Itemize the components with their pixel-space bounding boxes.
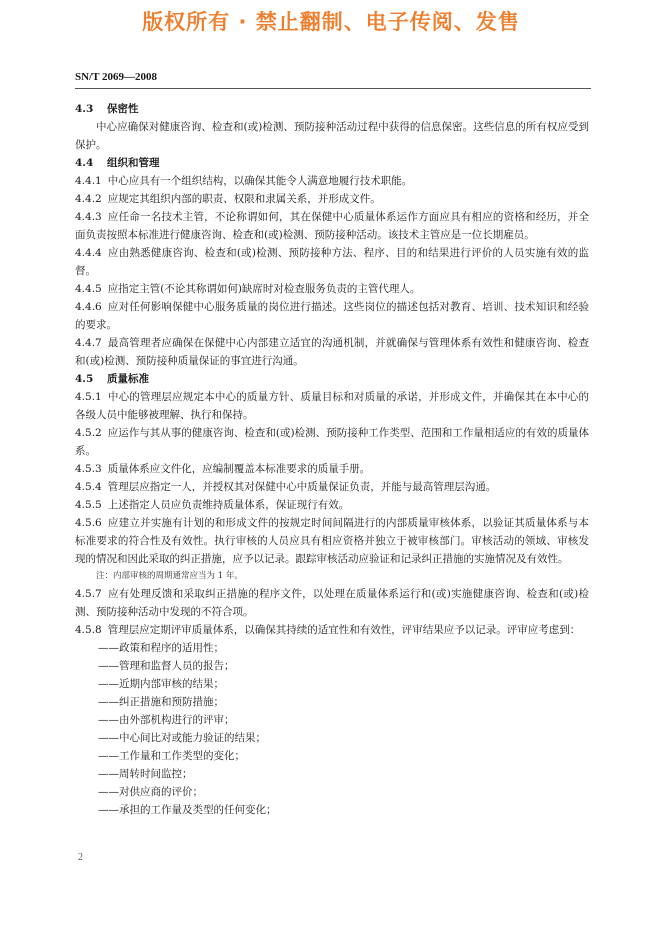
copyright-banner: 版权所有 · 禁止翻制、电子传阅、发售 xyxy=(142,10,520,34)
review-item: ——管理和监督人员的报告； xyxy=(98,660,235,672)
clause-paragraph xyxy=(75,585,589,621)
clause-number: 4.4.4 xyxy=(75,247,102,259)
clause-text: 管理层应定期评审质量体系，以确保其持续的适宜性和有效性，评审结果应予以记录。评审应考虑到： xyxy=(107,624,581,636)
clause-number: 4.4.2 xyxy=(75,193,102,205)
clause-paragraph xyxy=(75,621,589,639)
clause-paragraph xyxy=(75,478,589,496)
section-heading-4-4: 4.4 组织和管理 xyxy=(75,157,160,169)
note-4-5-6: 注：内部审核的周期通常应当为 1 年。 xyxy=(96,571,243,581)
clauses-4-4 xyxy=(75,172,589,370)
clause-text: 最高管理者应确保在保健中心内部建立适宜的沟通机制，并就确保与管理体系有效性和健康咨询、检查和(或)检测、预防接种质量保证的事宜进行沟通。 xyxy=(75,337,589,367)
clause-number: 4.5.1 xyxy=(75,391,102,403)
review-item-list xyxy=(75,639,589,819)
clause-paragraph xyxy=(75,244,589,280)
review-item: ——纠正措施和预防措施； xyxy=(98,696,224,708)
review-item: ——工作量和工作类型的变化； xyxy=(98,750,245,762)
clause-paragraph xyxy=(75,496,589,514)
clause-text: 中心的管理层应规定本中心的质量方针、质量目标和对质量的承诺，并形成文件，并确保其在本中心的各级人员中能够被理解、执行和保持。 xyxy=(75,391,589,421)
paragraph-4-3: 中心应确保对健康咨询、检查和(或)检测、预防接种活动过程中获得的信息保密。这些信息的所有权应受到保护。 xyxy=(75,121,589,151)
review-item: ——对供应商的评价； xyxy=(98,786,203,798)
review-item: ——政策和程序的适用性； xyxy=(98,642,224,654)
clause-text: 管理层应指定一人，并授权其对保健中心中质量保证负责，并能与最高管理层沟通。 xyxy=(107,481,497,493)
clause-text: 质量体系应文件化，应编制覆盖本标准要求的质量手册。 xyxy=(107,463,371,475)
clause-number: 4.5.6 xyxy=(75,517,102,529)
clauses-4-5-b xyxy=(75,585,589,639)
document-code: SN/T 2069—2008 xyxy=(75,71,158,83)
clause-number: 4.4.5 xyxy=(75,283,102,295)
review-item: ——由外部机构进行的评审； xyxy=(98,714,235,726)
clause-paragraph xyxy=(75,424,589,460)
clause-text: 应有处理反馈和采取纠正措施的程序文件，以处理在质量体系运行和(或)实施健康咨询、检查和(或)检测、预防接种活动中发现的不符合项。 xyxy=(75,588,589,618)
clause-number: 4.4.7 xyxy=(75,337,102,349)
clause-number: 4.5.4 xyxy=(75,481,102,493)
review-item: ——中心间比对或能力验证的结果； xyxy=(98,732,266,744)
clause-text: 应由熟悉健康咨询、检查和(或)检测、预防接种方法、程序、目的和结果进行评价的人员实施有效的监督。 xyxy=(75,247,589,277)
review-item: ——周转时间监控； xyxy=(98,768,193,780)
clause-number: 4.5.8 xyxy=(75,624,102,636)
review-item: ——近期内部审核的结果； xyxy=(98,678,224,690)
clause-paragraph xyxy=(75,208,589,244)
clause-text: 上述指定人员应负责维持质量体系，保证现行有效。 xyxy=(107,499,350,511)
clause-text: 应对任何影响保健中心服务质量的岗位进行描述。这些岗位的描述包括对教育、培训、技术知识和经验的要求。 xyxy=(75,301,589,331)
clause-text: 应规定其组织内部的职责、权限和隶属关系，并形成文件。 xyxy=(107,193,381,205)
clause-number: 4.4.1 xyxy=(75,175,102,187)
clause-paragraph xyxy=(75,460,589,478)
review-item: ——承担的工作量及类型的任何变化； xyxy=(98,804,277,816)
clause-paragraph xyxy=(75,388,589,424)
clause-paragraph xyxy=(75,190,589,208)
clause-paragraph xyxy=(75,334,589,370)
clause-number: 4.4.6 xyxy=(75,301,102,313)
section-heading-4-3: 4.3 保密性 xyxy=(75,103,139,115)
page-number: 2 xyxy=(78,852,83,863)
clauses-4-5 xyxy=(75,388,589,568)
clause-number: 4.5.2 xyxy=(75,427,102,439)
document-body xyxy=(75,100,589,819)
header-rule xyxy=(75,88,591,89)
clause-paragraph xyxy=(75,172,589,190)
clause-text: 应建立并实施有计划的和形成文件的按规定时间间隔进行的内部质量审核体系，以验证其质量体系与本标准要求的符合性及有效性。执行审核的人员应具有相应资格并独立于被审核部门。审核活动的领域、审核发现的情况和因此采取的纠正措施，应予以记录。跟踪审核活动应验证和记录纠正措施的实施情况及有效性。 xyxy=(75,517,589,565)
clause-text: 应运作与其从事的健康咨询、检查和(或)检测、预防接种工作类型、范围和工作量相适应的有效的质量体系。 xyxy=(75,427,589,457)
clause-paragraph xyxy=(75,298,589,334)
section-heading-4-5: 4.5 质量标准 xyxy=(75,373,149,385)
clause-text: 中心应具有一个组织结构，以确保其能令人满意地履行技术职能。 xyxy=(107,175,413,187)
clause-text: 应任命一名技术主管，不论称谓如何，其在保健中心质量体系运作方面应具有相应的资格和经历，并全面负责按照本标准进行健康咨询、检查和(或)检测、预防接种活动。该技术主管应是一位长期雇员。 xyxy=(75,211,589,241)
clause-text: 应指定主管(不论其称谓如何)缺席时对检查服务负责的主管代理人。 xyxy=(107,283,421,295)
clause-number: 4.4.3 xyxy=(75,211,102,223)
clause-number: 4.5.3 xyxy=(75,463,102,475)
clause-paragraph xyxy=(75,280,589,298)
clause-paragraph xyxy=(75,514,589,568)
clause-number: 4.5.7 xyxy=(75,588,102,600)
clause-number: 4.5.5 xyxy=(75,499,102,511)
